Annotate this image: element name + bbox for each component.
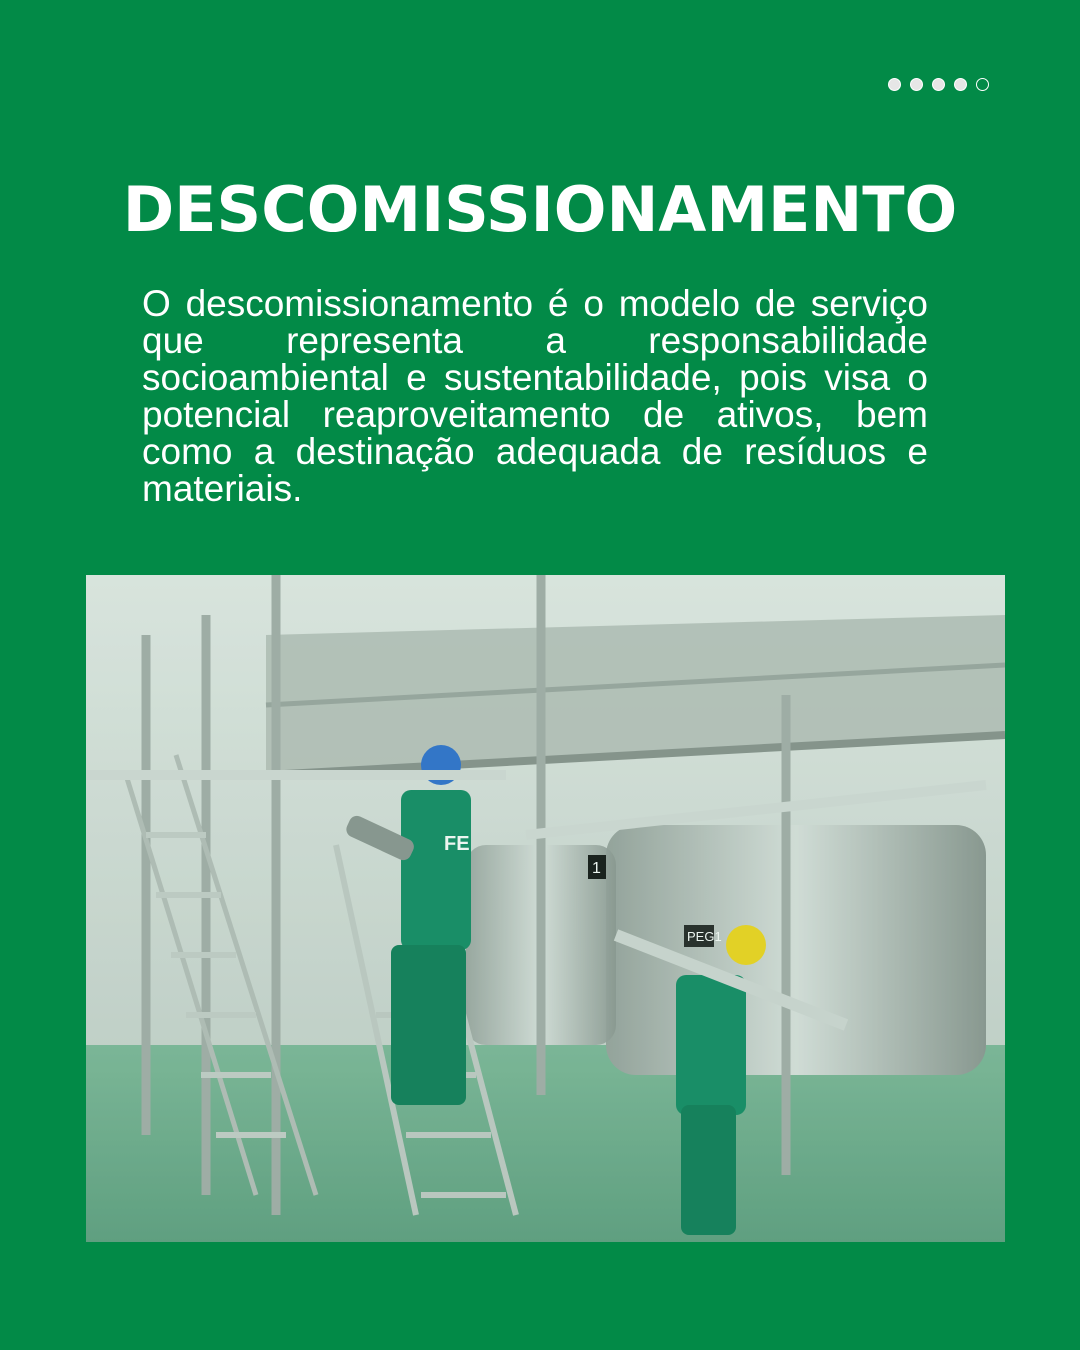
tank-label: PEG1 [687,929,722,944]
vest-label: FE [444,833,470,855]
pagination-dot-1[interactable] [888,78,901,91]
pagination-dot-3[interactable] [932,78,945,91]
carousel-pagination [888,78,989,91]
pagination-dot-4[interactable] [954,78,967,91]
page-title: DESCOMISSIONAMENTO [122,173,958,246]
description-paragraph: O descomissionamento é o modelo de serviço que representa a responsabilidade socioambiental e sustentabilidade, pois visa o potencial reaproveitamento de ativos, bem como a destinação adequada de resíduos e materiais. [142,283,928,509]
pagination-dot-5[interactable] [976,78,989,91]
industrial-plant-photo [86,575,1005,1242]
equipment-sign: 1 [592,860,601,877]
pagination-dot-2[interactable] [910,78,923,91]
